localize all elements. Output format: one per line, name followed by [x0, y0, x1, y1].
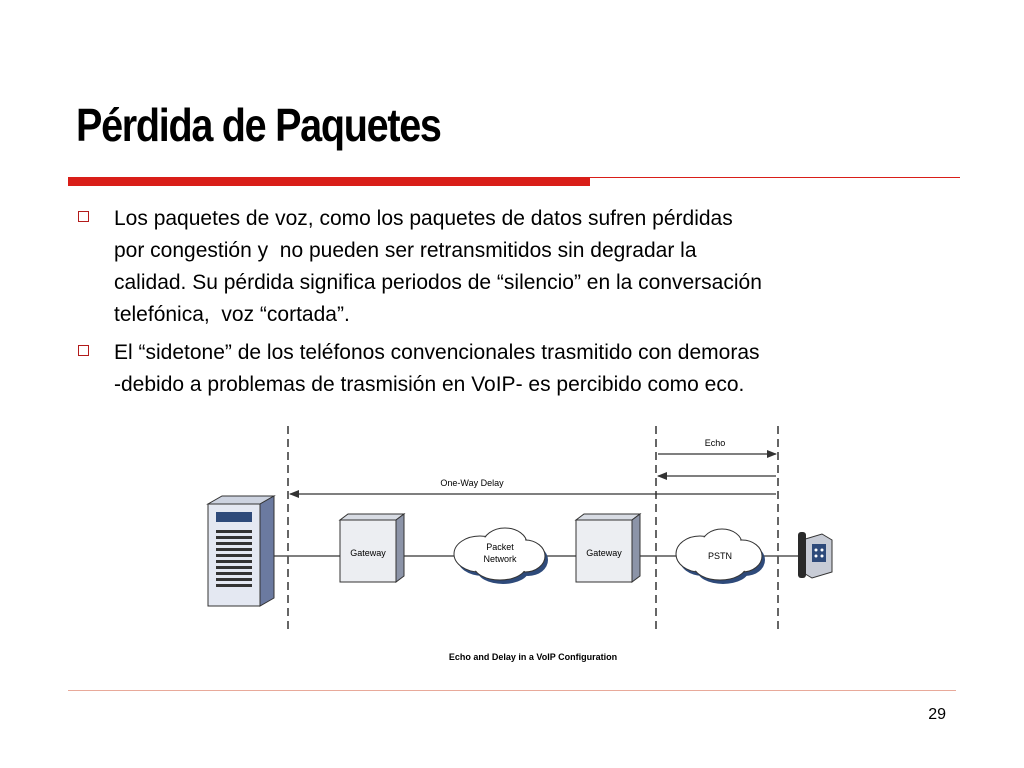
bullet-item	[76, 203, 956, 331]
voip-diagram	[200, 422, 850, 672]
footer-divider	[68, 690, 956, 691]
pbx-server-icon	[208, 496, 274, 606]
echo-label: Echo	[704, 438, 726, 448]
bullet-item	[76, 337, 956, 401]
bullet-square-icon	[78, 211, 89, 222]
packet-network-label-line2: Network	[483, 554, 517, 564]
bullet-text: Los paquetes de voz, como los paquetes de datos sufren pérdidas por congestión y no pueden ser retransmitidos sin degradar la calidad. Su pérdida significa periodos de “silencio” en la conversación telefónica, voz “cortada”.	[114, 207, 762, 326]
packet-network-label-line1: Packet	[486, 542, 514, 552]
slide-title: Pérdida de Paquetes	[76, 99, 441, 151]
pstn-label: PSTN	[707, 551, 733, 561]
title-underline-thick	[68, 177, 590, 186]
gateway-2-label: Gateway	[586, 548, 622, 558]
diagram-caption: Echo and Delay in a VoIP Configuration	[448, 652, 618, 662]
page-number: 29	[928, 706, 946, 723]
bullet-text: El “sidetone” de los teléfonos convencionales trasmitido con demoras -debido a problemas de trasmisión en VoIP- es percibido como eco.	[114, 341, 760, 396]
gateway-1-label: Gateway	[350, 548, 386, 558]
telephone-icon	[798, 532, 832, 578]
title-underline-thin	[590, 177, 960, 178]
bullet-square-icon	[78, 345, 89, 356]
one-way-delay-label: One-Way Delay	[440, 478, 504, 488]
bullet-list	[76, 203, 956, 407]
